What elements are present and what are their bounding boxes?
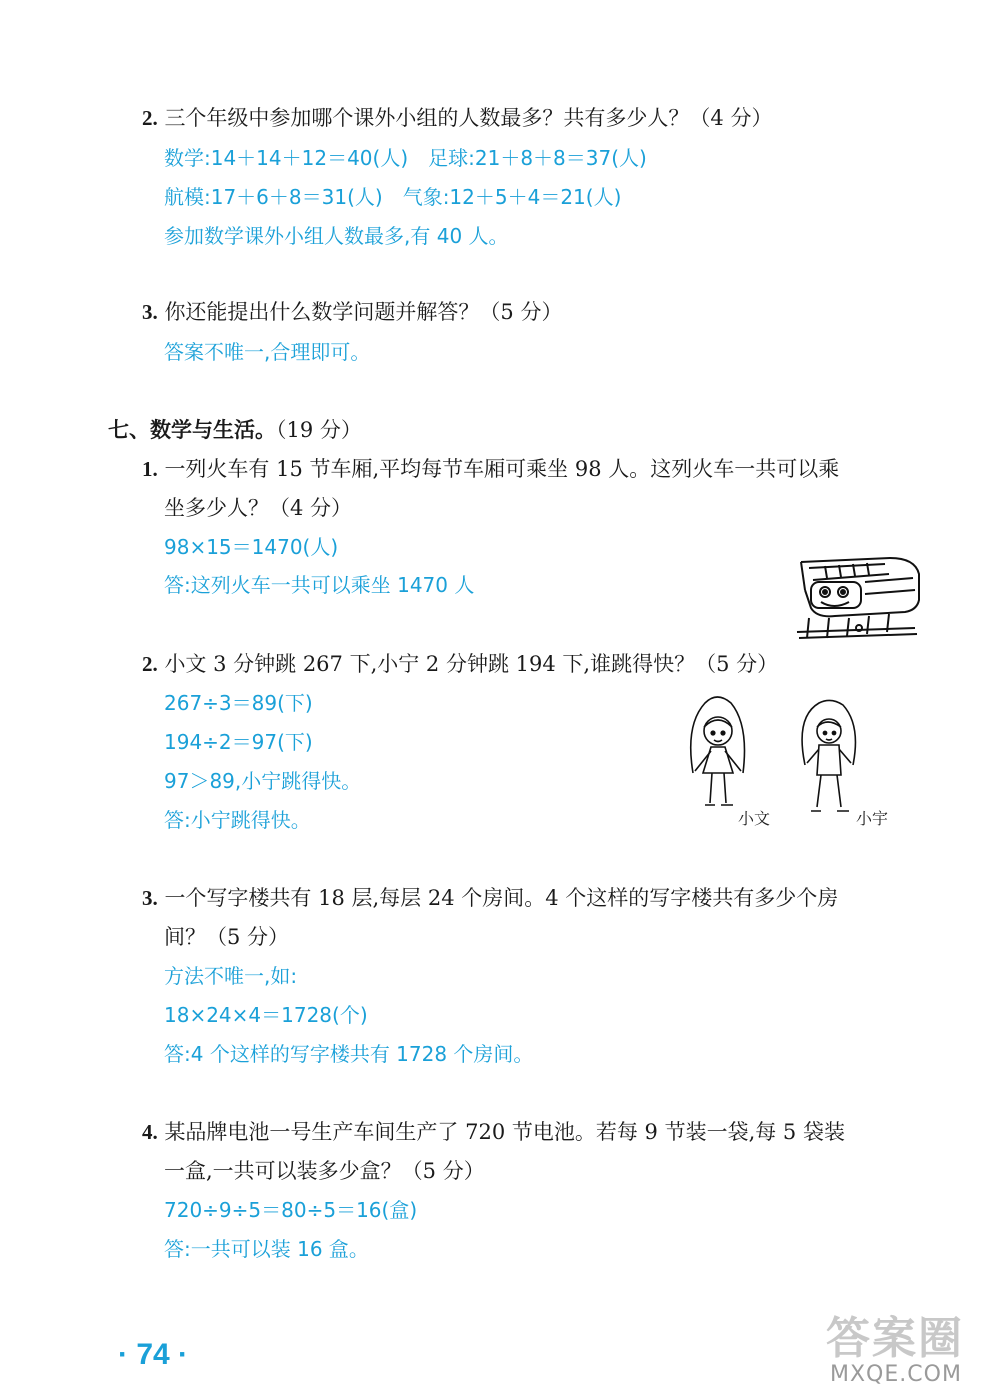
- answer-line: 97＞89,小宁跳得快。: [164, 769, 362, 793]
- question-6-3: [142, 300, 562, 324]
- question-text-cont: 一盒,一共可以装多少盒？（5 分）: [164, 1159, 485, 1183]
- question-text-cont: 坐多少人？（4 分）: [164, 496, 353, 520]
- section-points: （19 分）: [276, 418, 362, 442]
- question-number: 1.: [142, 457, 158, 481]
- question-text: 一列火车有 15 节车厢,平均每节车厢可乘坐 98 人。这列火车一共可以乘: [164, 457, 840, 481]
- watermark-logo: 答案圈: [826, 1313, 964, 1364]
- caption-boy: 小宇: [856, 809, 889, 828]
- answer-line: 方法不唯一,如:: [164, 964, 298, 988]
- question-6-2: [142, 106, 772, 130]
- answer-line: 答:小宁跳得快。: [164, 808, 311, 832]
- section-title-text: 七、数学与生活。: [108, 417, 276, 442]
- train-illustration: [795, 552, 925, 640]
- question-number: 3.: [142, 886, 158, 910]
- question-7-4: [142, 1120, 845, 1144]
- question-text: 某品牌电池一号生产车间生产了 720 节电池。若每 9 节装一袋,每 5 袋装: [164, 1120, 845, 1144]
- section-title: [108, 418, 362, 442]
- question-7-2: [142, 652, 778, 676]
- answer-line: 答:这列火车一共可以乘坐 1470 人: [164, 573, 475, 597]
- answer-line: 答:一共可以装 16 盒。: [164, 1237, 369, 1261]
- answer-line: 数学:14＋14＋12＝40(人) 足球:21＋8＋8＝37(人): [164, 146, 647, 170]
- question-text-cont: 间？（5 分）: [164, 925, 290, 949]
- answer-line: 答:4 个这样的写字楼共有 1728 个房间。: [164, 1042, 534, 1066]
- question-text: 一个写字楼共有 18 层,每层 24 个房间。4 个这样的写字楼共有多少个房: [164, 886, 839, 910]
- question-number: 2.: [142, 652, 158, 676]
- question-7-3: [142, 886, 838, 910]
- answer-line: 267÷3＝89(下): [164, 691, 313, 715]
- watermark-text: MXQE.COM: [830, 1362, 962, 1387]
- page-number: · 74 ·: [118, 1338, 189, 1371]
- question-text: 小文 3 分钟跳 267 下,小宁 2 分钟跳 194 下,谁跳得快？（5 分）: [164, 652, 779, 676]
- caption-girl: 小文: [738, 809, 771, 828]
- question-7-1: [142, 457, 839, 481]
- answer-line: 18×24×4＝1728(个): [164, 1003, 368, 1027]
- question-number: 4.: [142, 1120, 158, 1144]
- question-text: 你还能提出什么数学问题并解答？（5 分）: [164, 300, 563, 324]
- answer-line: 参加数学课外小组人数最多,有 40 人。: [164, 224, 509, 248]
- question-number: 3.: [142, 300, 158, 324]
- question-number: 2.: [142, 106, 158, 130]
- question-text: 三个年级中参加哪个课外小组的人数最多？共有多少人？（4 分）: [164, 106, 773, 130]
- answer-line: 航模:17＋6＋8＝31(人) 气象:12＋5＋4＝21(人): [164, 185, 622, 209]
- answer-line: 98×15＝1470(人): [164, 535, 339, 559]
- answer-line: 答案不唯一,合理即可。: [164, 340, 371, 364]
- answer-line: 194÷2＝97(下): [164, 730, 313, 754]
- answer-line: 720÷9÷5＝80÷5＝16(盒): [164, 1198, 418, 1222]
- boy-jump-rope-illustration: [795, 695, 861, 827]
